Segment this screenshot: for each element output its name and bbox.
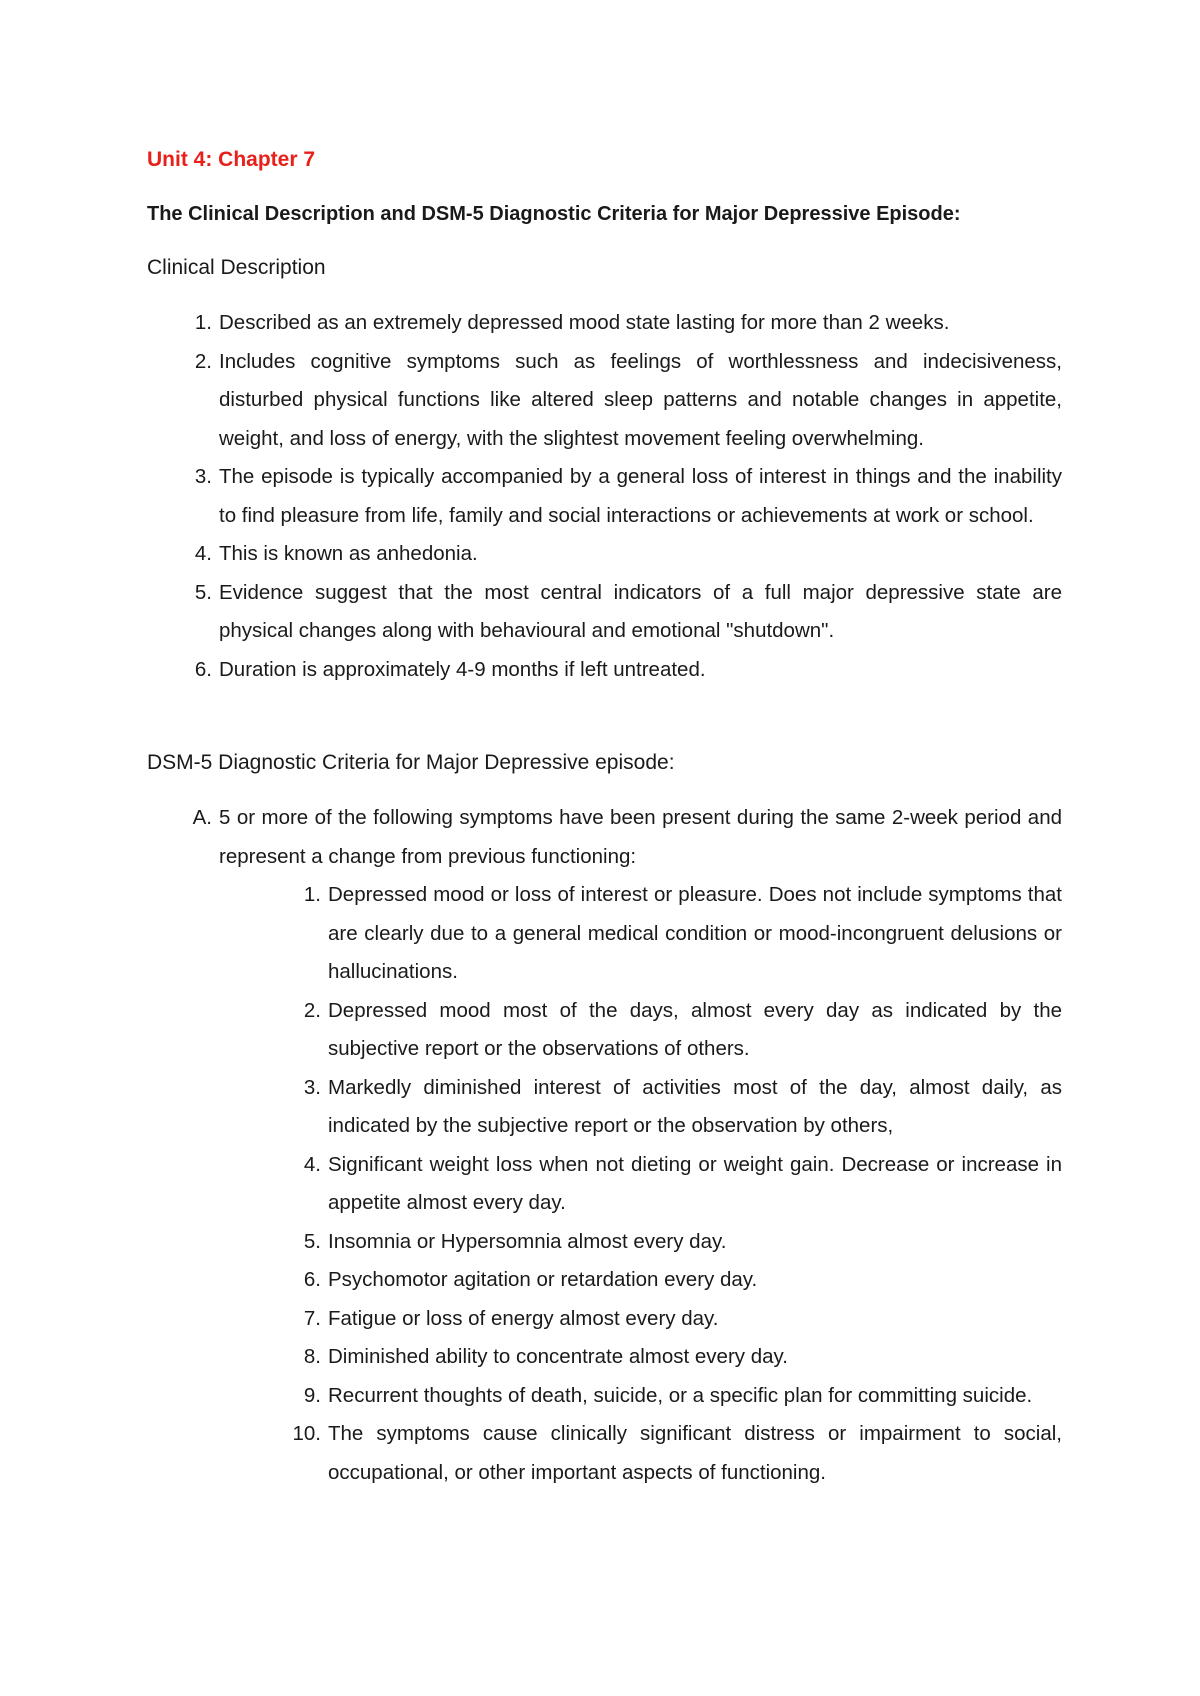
list-marker: 4. xyxy=(303,1152,321,1176)
symptom-text: Diminished ability to concentrate almost every day. xyxy=(328,1345,788,1368)
symptom-item xyxy=(303,1069,1062,1146)
list-item xyxy=(194,535,1062,574)
list-marker: 1. xyxy=(303,883,321,906)
symptom-text: Recurrent thoughts of death, suicide, or a specific plan for committing suicide. xyxy=(328,1383,1033,1407)
list-item-text: Described as an extremely depressed mood state lasting for more than 2 weeks. xyxy=(219,311,950,334)
list-item-text: Duration is approximately 4-9 months if left untreated. xyxy=(219,657,706,681)
symptom-text: Psychomotor agitation or retardation every day. xyxy=(328,1268,758,1291)
list-item xyxy=(194,343,1062,459)
list-marker: 3. xyxy=(194,465,212,488)
symptom-text: Depressed mood or loss of interest or pleasure. Does not include symptoms that are clearly due to a general medical condition or mood-incongruent delusions or hallucinations. xyxy=(328,883,1062,983)
symptom-text: Markedly diminished interest of activities most of the day, almost daily, as indicated by the subjective report or the observation by others, xyxy=(328,1075,1062,1137)
list-marker: 4. xyxy=(194,542,212,565)
list-item xyxy=(194,304,1062,343)
list-marker: 7. xyxy=(303,1306,321,1330)
symptom-item xyxy=(303,1377,1062,1416)
list-marker: 5. xyxy=(194,580,212,604)
list-marker: 8. xyxy=(303,1345,321,1368)
dsm-criteria-list xyxy=(192,799,1062,1492)
list-marker: 6. xyxy=(194,657,212,681)
list-marker: 6. xyxy=(303,1268,321,1291)
list-marker: A. xyxy=(192,806,212,829)
list-item xyxy=(194,458,1062,535)
symptom-item xyxy=(303,876,1062,992)
list-item xyxy=(194,574,1062,651)
list-marker: 10. xyxy=(292,1422,321,1445)
symptom-item xyxy=(303,1223,1062,1262)
list-item-text: Evidence suggest that the most central indicators of a full major depressive state are physical changes along with behavioural and emotional "shutdown". xyxy=(219,580,1062,642)
list-item xyxy=(194,651,1062,690)
symptom-item xyxy=(303,1338,1062,1377)
symptom-item xyxy=(303,1300,1062,1339)
symptom-list xyxy=(292,876,1062,1492)
list-marker: 2. xyxy=(194,349,212,373)
symptom-text: Significant weight loss when not dieting or weight gain. Decrease or increase in appetite almost every day. xyxy=(328,1152,1062,1214)
list-item-text: This is known as anhedonia. xyxy=(219,542,478,565)
list-item-text: Includes cognitive symptoms such as feelings of worthlessness and indecisiveness, disturbed physical functions like altered sleep patterns and notable changes in appetite, weight, and loss of energy, with the slightest movement feeling overwhelming. xyxy=(219,349,1062,450)
symptom-text: Insomnia or Hypersomnia almost every day. xyxy=(328,1229,727,1253)
list-marker: 2. xyxy=(303,998,321,1022)
clinical-description-list xyxy=(194,304,1062,689)
symptom-item xyxy=(292,1415,1062,1492)
symptom-item xyxy=(303,1261,1062,1300)
symptom-item xyxy=(303,992,1062,1069)
symptom-text: The symptoms cause clinically significant distress or impairment to social, occupational, or other important aspects of functioning. xyxy=(328,1422,1062,1484)
list-marker: 3. xyxy=(303,1075,321,1099)
criterion-a xyxy=(192,799,1062,1492)
list-item-text: The episode is typically accompanied by a general loss of interest in things and the inability to find pleasure from life, family and social interactions or achievements at work or school. xyxy=(219,465,1062,527)
list-marker: 9. xyxy=(303,1383,321,1407)
list-marker: 5. xyxy=(303,1229,321,1253)
symptom-text: Depressed mood most of the days, almost every day as indicated by the subjective report or the observations of others. xyxy=(328,998,1062,1060)
symptom-text: Fatigue or loss of energy almost every day. xyxy=(328,1306,719,1330)
dsm-criteria-label: DSM-5 Diagnostic Criteria for Major Depressive episode: xyxy=(147,751,675,774)
clinical-description-label: Clinical Description xyxy=(147,256,326,279)
list-marker: 1. xyxy=(194,311,212,334)
criterion-a-text: 5 or more of the following symptoms have been present during the same 2-week period and represent a change from previous functioning: xyxy=(219,806,1062,868)
unit-title: Unit 4: Chapter 7 xyxy=(147,148,316,171)
symptom-item xyxy=(303,1146,1062,1223)
document-heading: The Clinical Description and DSM-5 Diagnostic Criteria for Major Depressive Episode: xyxy=(147,203,961,225)
